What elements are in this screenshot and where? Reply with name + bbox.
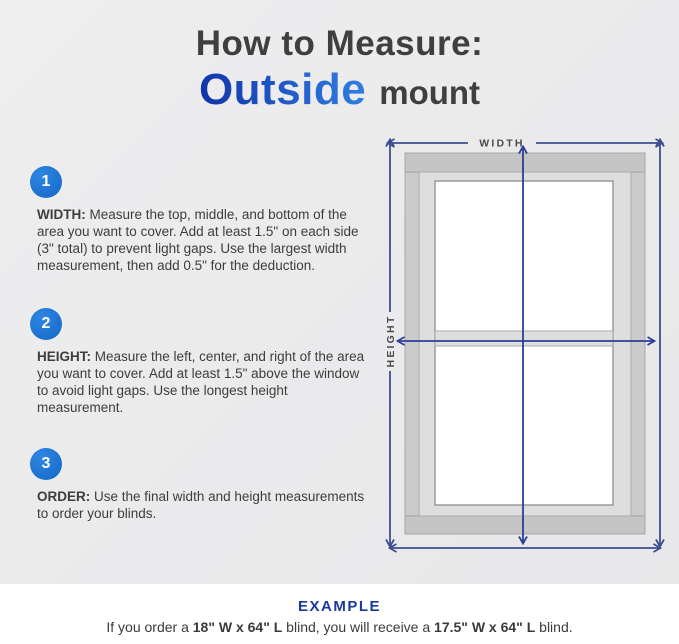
- step-1-number-badge: 1: [30, 166, 62, 198]
- step-3-text: [37, 488, 374, 522]
- example-ordered-size: 18" W x 64" L: [192, 618, 283, 635]
- width-arrow-label: WIDTH: [479, 137, 525, 150]
- title-suffix: mount: [379, 74, 481, 111]
- example-received-size: 17.5" W x 64" L: [434, 618, 536, 635]
- step-3-label: ORDER:: [37, 489, 91, 504]
- example-text: [106, 619, 572, 635]
- step-2-label: HEIGHT:: [37, 349, 91, 364]
- height-arrow: [385, 140, 397, 546]
- window-illustration: [405, 153, 645, 534]
- page-title: [0, 24, 679, 115]
- step-1-text: [37, 206, 374, 274]
- example-heading: EXAMPLE: [297, 597, 381, 615]
- step-2-text: [37, 348, 374, 416]
- window-measure-diagram: [372, 126, 672, 576]
- step-2-body: Measure the left, center, and right of the area you want to cover. Add at least 1.5" above the window to avoid light gaps. Use the longest height measurement.: [37, 349, 365, 415]
- step-3-number-badge: 3: [30, 448, 62, 480]
- step-3-body: Use the final width and height measurements to order your blinds.: [37, 489, 365, 521]
- height-arrow-label: HEIGHT: [385, 314, 397, 368]
- step-1-label: WIDTH:: [37, 207, 86, 222]
- step-1: [30, 166, 374, 274]
- window-diagram-svg: [372, 126, 672, 576]
- step-2-number-badge: 2: [30, 308, 62, 340]
- step-1-body: Measure the top, middle, and bottom of the area you want to cover. Add at least 1.5" on each side (3" total) to prevent light gaps. Use the largest width measurement, then add 0.5" for the deduction.: [37, 207, 359, 273]
- example-part2: blind, you will receive a: [282, 618, 435, 635]
- window-sash-bar: [435, 331, 613, 346]
- example-footer: [0, 584, 679, 644]
- example-part1: If you order a: [106, 618, 193, 635]
- title-line2: [0, 65, 679, 115]
- step-3: [30, 448, 374, 522]
- example-part3: blind.: [535, 618, 573, 635]
- window-sill: [406, 516, 645, 534]
- step-2: [30, 308, 374, 416]
- title-accent: Outside: [198, 65, 367, 114]
- title-line1: How to Measure:: [195, 24, 484, 63]
- width-arrow: [388, 138, 662, 150]
- window-head-trim: [406, 154, 645, 173]
